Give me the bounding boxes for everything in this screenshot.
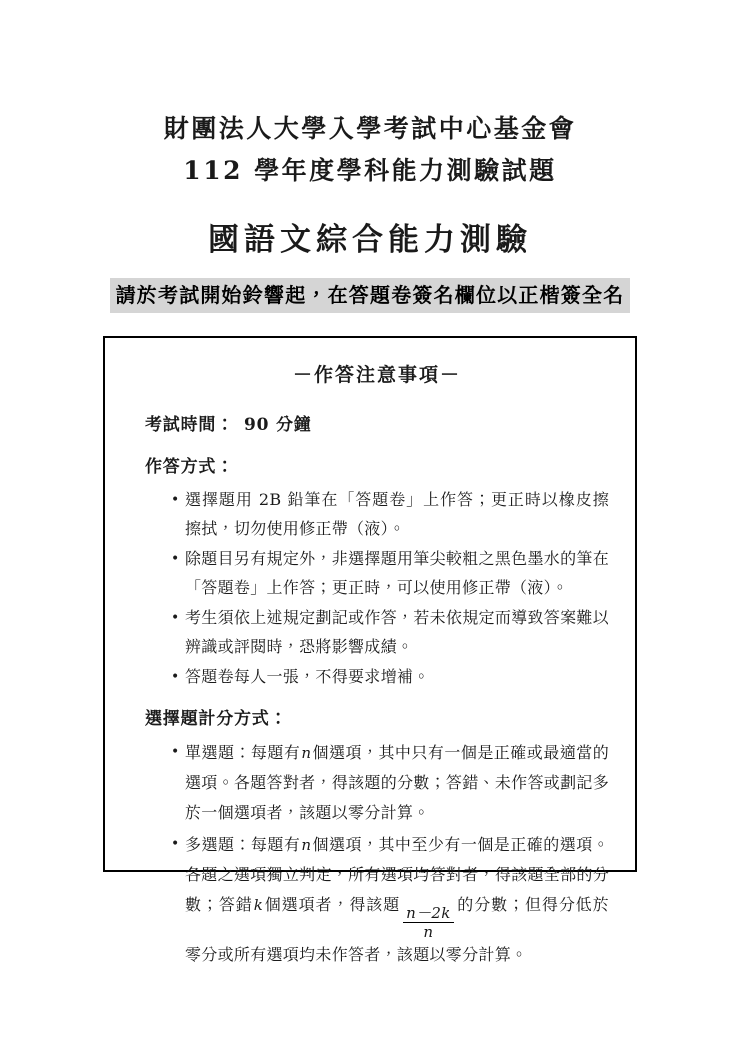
variable-n: n (301, 835, 312, 854)
single-choice-body: 個選項，其中只有一個是正確或最適當的選項。各題答對者，得該題的分數；答錯、未作答或劃記多於一個選項者，該題以零分計算。 (185, 742, 609, 822)
list-item: • 除題目另有規定外，非選擇題用筆尖較粗之黑色墨水的筆在「答題卷」上作答；更正時，可以使用修正帶（液）。 (171, 545, 609, 602)
instructions-heading: －作答注意事項－ (292, 364, 461, 386)
answer-method-list (145, 486, 609, 692)
organization-name: 財團法人大學入學考試中心基金會 (163, 114, 577, 143)
answer-method-label: 作答方式： (145, 457, 234, 477)
scoring-list (145, 738, 609, 971)
notice-banner (0, 278, 740, 313)
exam-time-label: 考試時間： (145, 415, 234, 435)
fraction-denominator: n (423, 922, 434, 941)
exam-time-value: 90 分鐘 (244, 415, 312, 435)
variable-n: n (301, 743, 312, 762)
instructions-box (103, 336, 637, 965)
subject-title: 國語文綜合能力測驗 (208, 222, 532, 258)
list-item: • 答題卷每人一張，不得要求增補。 (171, 663, 609, 692)
multi-choice-body-1: 個選項，其中至少有一個是正確的選項。各題之選項獨立判定，所有選項均答對者，得該題全部的分數；答錯 (185, 834, 609, 914)
masthead (0, 108, 740, 262)
multi-choice-body-3: 的分數；但得分低於零分或所有選項均未作答者，該題以零分計算。 (185, 894, 610, 965)
list-item-single-choice (171, 738, 609, 828)
multi-choice-prefix: 多選題：每題有 (185, 834, 301, 854)
signature-notice-text: 請於考試開始鈴響起，在答題卷簽名欄位以正楷簽全名 (110, 278, 631, 313)
exam-time-line (145, 410, 609, 440)
list-item: • 選擇題用 2B 鉛筆在「答題卷」上作答；更正時以橡皮擦擦拭，切勿使用修正帶（液）。 (171, 486, 609, 543)
list-item: • 考生須依上述規定劃記或作答，若未依規定而導致答案難以辨識或評閱時，恐將影響成績。 (171, 604, 609, 661)
variable-k: k (253, 895, 264, 914)
exam-year-line: 112 學年度學科能力測驗試題 (183, 156, 557, 185)
fraction-numerator: n－2k (403, 905, 454, 923)
single-choice-prefix: 單選題：每題有 (185, 742, 301, 762)
scoring-label: 選擇題計分方式： (145, 708, 288, 729)
multi-choice-body-2: 個選項者，得該題 (264, 894, 401, 914)
list-item-multi-choice (171, 830, 609, 971)
score-fraction (403, 905, 454, 940)
